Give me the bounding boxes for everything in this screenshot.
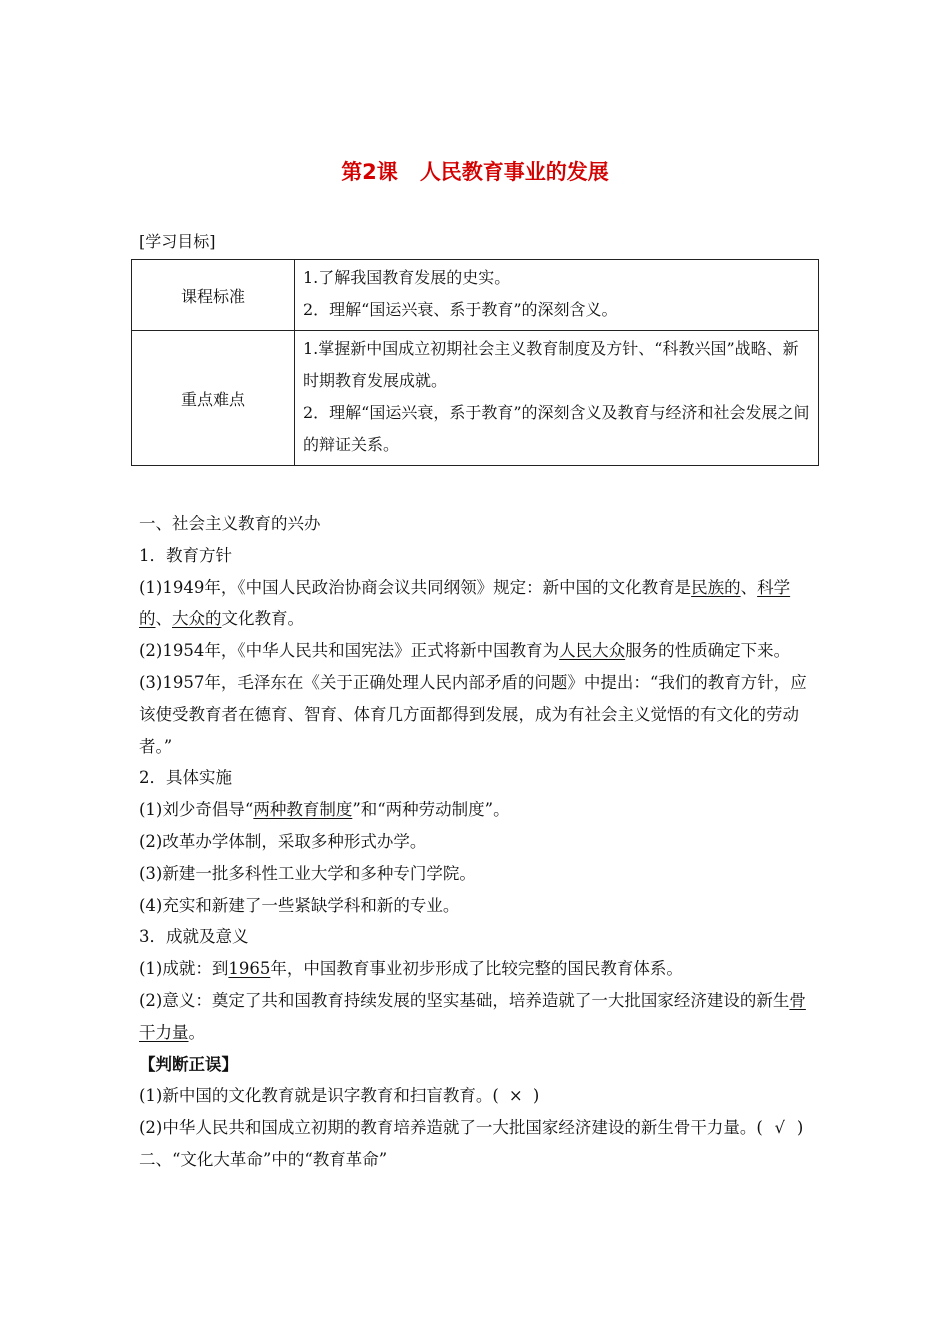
goals-row-body xyxy=(295,331,819,466)
paragraph xyxy=(139,985,814,1049)
goals-table xyxy=(131,259,819,466)
text: (1)成就：到 xyxy=(139,959,229,979)
goals-row-head: 课程标准 xyxy=(132,260,295,331)
judge-answer: × xyxy=(508,1086,523,1106)
lesson-name: 人民教育事业的发展 xyxy=(419,160,609,184)
judge-answer: √ xyxy=(774,1118,786,1138)
goals-label: [学习目标] xyxy=(139,232,216,251)
paragraph: (3)1957年，毛泽东在《关于正确处理人民内部矛盾的问题》中提出：“我们的教育方针，应该使受教育者在德育、智育、体育几方面都得到发展，成为有社会主义觉悟的有文化的劳动者。” xyxy=(139,672,807,756)
paragraph xyxy=(139,635,814,667)
goals-line: 2．理解“国运兴衰，系于教育”的深刻含义及教育与经济和社会发展之间的辩证关系。 xyxy=(303,403,810,454)
lesson-number: 第2课 xyxy=(341,160,398,184)
question-text: (1)新中国的文化教育就是识字教育和扫盲教育。( xyxy=(139,1086,499,1106)
answer-blank: 两种教育制度 xyxy=(253,800,353,820)
goals-line: 1.掌握新中国成立初期社会主义教育制度及方针、“科教兴国”战略、新时期教育发展成就。 xyxy=(303,339,799,390)
paragraph xyxy=(139,953,814,985)
paragraph: (2)改革办学体制，采取多种形式办学。 xyxy=(139,831,427,851)
section-heading: 二、“文化大革命”中的“教育革命” xyxy=(139,1149,388,1169)
goals-line: 2．理解“国运兴衰、系于教育”的深刻含义。 xyxy=(303,300,618,319)
judge-heading: 【判断正误】 xyxy=(139,1054,238,1074)
judge-question xyxy=(139,1112,814,1144)
subsection-heading: 3．成就及意义 xyxy=(139,927,249,947)
table-row xyxy=(132,260,819,331)
text: 、 xyxy=(740,577,758,597)
paragraph xyxy=(139,794,814,826)
text: 年，中国教育事业初步形成了比较完整的国民教育体系。 xyxy=(270,959,683,979)
paragraph xyxy=(139,572,814,636)
question-text: (2)中华人民共和国成立初期的教育培养造就了一大批国家经济建设的新生骨干力量。( xyxy=(139,1118,763,1138)
section-heading: 一、社会主义教育的兴办 xyxy=(139,514,321,533)
text: ”和“两种劳动制度”。 xyxy=(352,800,510,820)
goals-row-body xyxy=(295,260,819,331)
goals-row-head: 重点难点 xyxy=(132,331,295,466)
answer-blank: 骨干力量 xyxy=(139,990,806,1042)
page-title xyxy=(0,156,950,186)
paragraph: (4)充实和新建了一些紧缺学科和新的专业。 xyxy=(139,895,460,915)
subsection-heading: 2．具体实施 xyxy=(139,768,232,788)
text: (2)意义：奠定了共和国教育持续发展的坚实基础，培养造就了一大批国家经济建设的新生 xyxy=(139,990,790,1010)
answer-blank: 人民大众 xyxy=(559,641,626,661)
main-content xyxy=(139,508,814,1176)
text: ) xyxy=(532,1086,540,1106)
answer-blank: 民族的 xyxy=(691,577,741,597)
table-row xyxy=(132,331,819,466)
judge-question xyxy=(139,1080,814,1112)
text: 服务的性质确定下来。 xyxy=(625,641,791,661)
text: 。 xyxy=(188,1022,205,1042)
answer-blank: 1965 xyxy=(228,959,271,979)
goals-line: 1.了解我国教育发展的史实。 xyxy=(303,268,511,287)
text: (2)1954年，《中华人民共和国宪法》正式将新中国教育为 xyxy=(139,641,560,661)
text: 文化教育。 xyxy=(221,609,304,629)
text: ) xyxy=(796,1118,804,1138)
subsection-heading: 1．教育方针 xyxy=(139,545,232,565)
answer-blank: 科学的 xyxy=(139,577,791,629)
text: 、 xyxy=(155,609,172,629)
paragraph: (3)新建一批多科性工业大学和多种专门学院。 xyxy=(139,863,476,883)
text: (1)刘少奇倡导“ xyxy=(139,800,254,820)
text: (1)1949年，《中国人民政治协商会议共同纲领》规定：新中国的文化教育是 xyxy=(139,577,692,597)
answer-blank: 大众的 xyxy=(172,609,222,629)
